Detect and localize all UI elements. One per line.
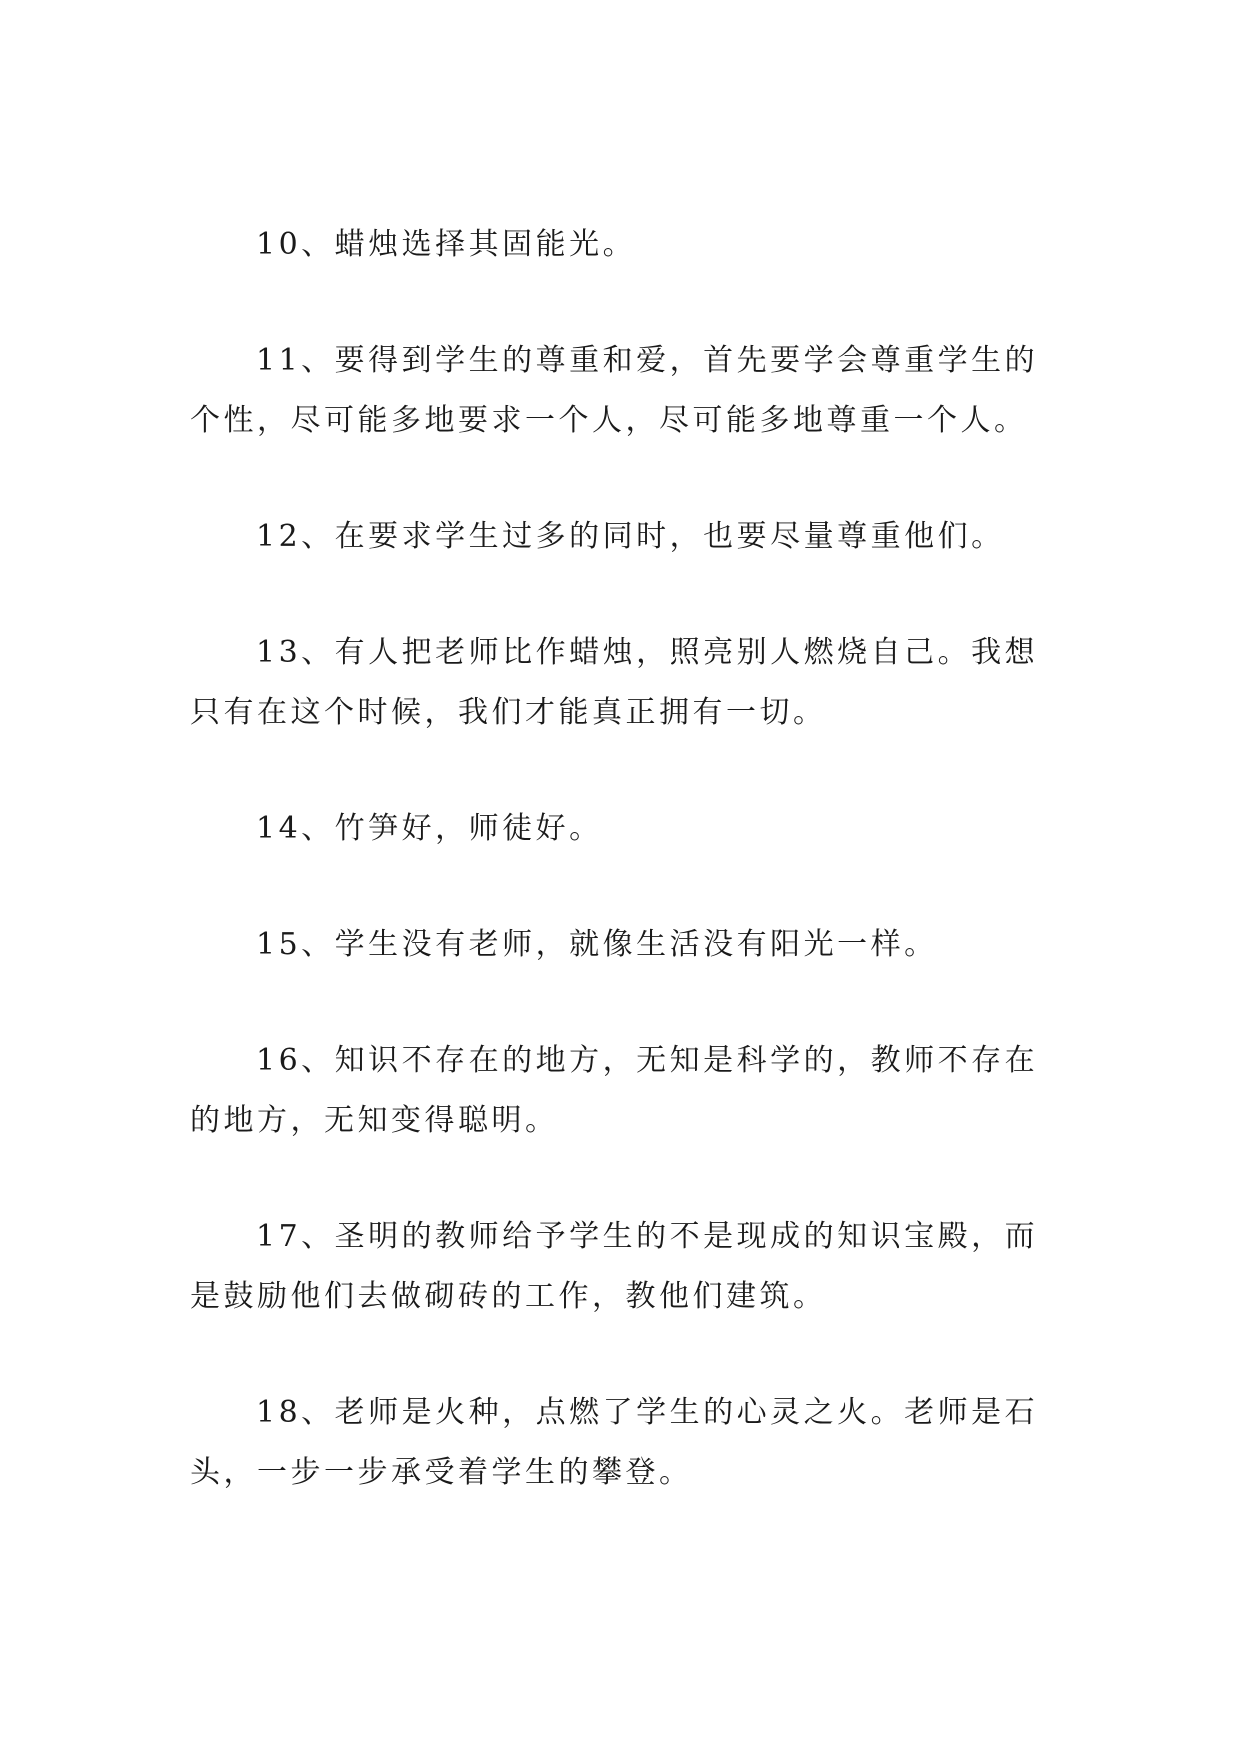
paragraph-15: 15、学生没有老师，就像生活没有阳光一样。 (256, 927, 938, 962)
paragraph-14: 14、竹笋好，师徒好。 (256, 811, 603, 846)
document-body (190, 215, 1070, 1559)
paragraph-16: 16、知识不存在的地方，无知是科学的，教师不存在的地方，无知变得聪明。 (190, 1043, 1039, 1138)
paragraph-12: 12、在要求学生过多的同时，也要尽量尊重他们。 (256, 519, 1005, 554)
paragraph-11: 11、要得到学生的尊重和爱，首先要学会尊重学生的个性，尽可能多地要求一个人，尽可能多地尊重一个人。 (190, 343, 1039, 438)
paragraph-13: 13、有人把老师比作蜡烛，照亮别人燃烧自己。我想只有在这个时候，我们才能真正拥有一切。 (190, 635, 1039, 730)
paragraph-18: 18、老师是火种，点燃了学生的心灵之火。老师是石头，一步一步承受着学生的攀登。 (190, 1395, 1039, 1490)
paragraph-17: 17、圣明的教师给予学生的不是现成的知识宝殿，而是鼓励他们去做砌砖的工作，教他们建筑。 (190, 1219, 1039, 1314)
paragraph-10: 10、蜡烛选择其固能光。 (256, 227, 637, 262)
